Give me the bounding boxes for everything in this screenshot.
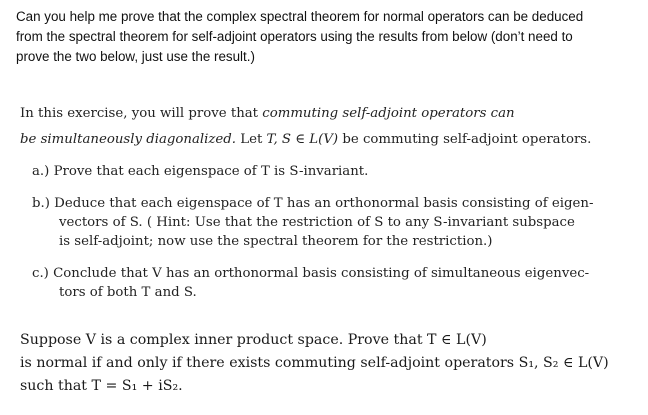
exercise-intro-line-2 xyxy=(20,132,591,147)
part-b-label-line xyxy=(32,196,593,211)
part-b-line-2: vectors of S. ( Hint: Use that the restriction of S to any S-invariant subspace xyxy=(59,215,575,230)
part-c-line-1: Conclude that V has an orthonormal basis consisting of simultaneous eigenvec- xyxy=(53,266,590,281)
part-c-label: c.) xyxy=(32,266,49,281)
part-b-line-3: is self-adjoint; now use the spectral theorem for the restriction.) xyxy=(59,234,493,249)
part-c-line-2: tors of both T and S. xyxy=(59,285,197,300)
exercise-intro-italic-2: be simultaneously diagonalized. xyxy=(20,132,237,147)
suppose-line-3: such that T = S₁ + iS₂. xyxy=(20,378,183,394)
part-a-label: a.) xyxy=(32,164,50,179)
part-b-label: b.) xyxy=(32,196,50,211)
suppose-line-1: Suppose V is a complex inner product space. Prove that T ∈ L(V) xyxy=(20,332,487,348)
exercise-intro-prefix: In this exercise, you will prove that xyxy=(20,106,263,121)
question-line-1: Can you help me prove that the complex spectral theorem for normal operators can be deduced xyxy=(16,9,584,24)
part-c-label-line xyxy=(32,266,589,281)
question-line-2: from the spectral theorem for self-adjoint operators using the results from below (don’t need to xyxy=(16,29,573,44)
part-a-line-1: Prove that each eigenspace of T is S-invariant. xyxy=(53,164,369,179)
part-a xyxy=(32,164,368,179)
suppose-line-2: is normal if and only if there exists commuting self-adjoint operators S₁, S₂ ∈ L(V) xyxy=(20,355,609,371)
exercise-intro-line-1 xyxy=(20,106,515,121)
exercise-intro-suffix: be commuting self-adjoint operators. xyxy=(338,132,592,147)
question-text xyxy=(16,7,638,67)
part-b-line-1: Deduce that each eigenspace of T has an orthonormal basis consisting of eigen- xyxy=(54,196,594,211)
exercise-intro-italic: commuting self-adjoint operators can xyxy=(262,106,515,121)
exercise-intro-let: Let xyxy=(236,132,267,147)
exercise-intro-math: T, S ∈ L(V) xyxy=(266,132,339,147)
question-line-3: prove the two below, just use the result.) xyxy=(16,49,255,64)
